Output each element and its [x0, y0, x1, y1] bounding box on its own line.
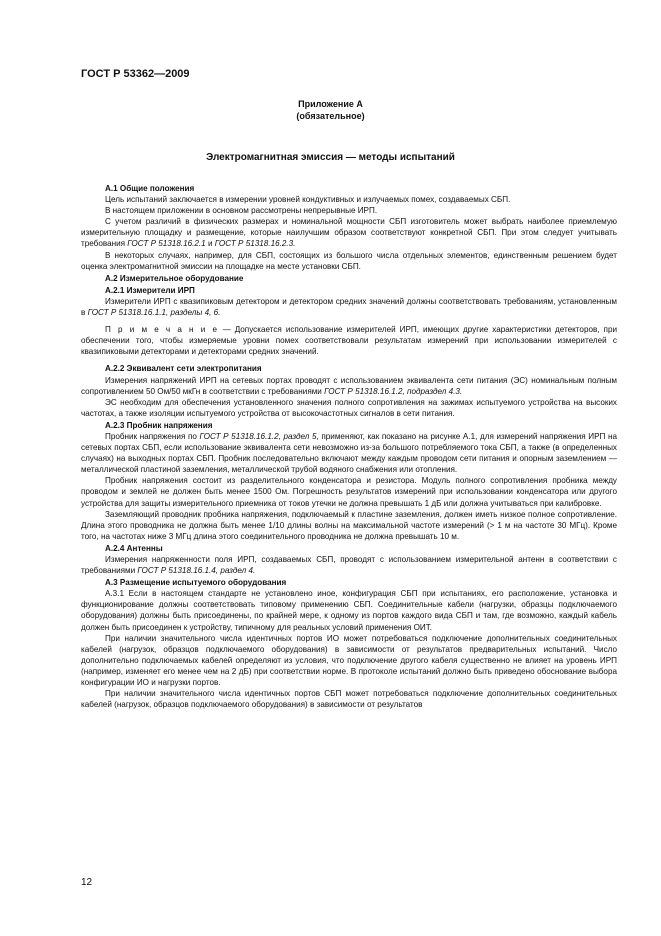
- note-text: — Допускается использование измерителей ИРП, имеющих другие характеристики детекторов, при обеспечении того, чтобы измеряемые уровни помех соответствовали результатам измерений при использовании измерителей с квазипиковыми детекторами и детекторами средних значений.: [81, 325, 618, 357]
- section-a3-heading: А.3 Размещение испытуемого оборудования: [105, 578, 287, 588]
- paragraph: Заземляющий проводник пробника напряжения, подключаемый к пластине заземления, должен иметь низкое полное сопротивление. Длина этого проводника не должна быть менее 1/10 длины волны на максимальной частоте измерений (> 1 м на частоте 30 МГц). Кроме того, на частотах ниже 3 МГц длина этого соединительного проводника не должна превышать 10 м.: [81, 509, 617, 541]
- page-number: 12: [81, 877, 93, 888]
- paragraph: [81, 431, 617, 475]
- paragraph: При наличии значительного числа идентичных портов ИО может потребоваться подключение дополнительных соединительных кабелей (нагрузок, образцов подключаемого оборудования) в зависимости от результатов предварительных испытаний. Число дополнительно подключаемых кабелей определяют из условия, что подключение другого кабеля существенно не влияет на уровень ИРП (например, изменяет его менее чем на 2 дБ) при соответствии норме. В протоколе испытаний должно быть приведено обоснование выбора конфигурации ИО и нагрузки портов.: [81, 633, 617, 688]
- standard-reference: ГОСТ Р 51318.16.1.1, разделы 4, 6.: [87, 308, 221, 318]
- section-a21-heading: А.2.1 Измерители ИРП: [105, 285, 195, 295]
- paragraph: В некоторых случаях, например, для СБП, состоящих из большого числа отдельных элементов, единственным решением будет оценка электромагнитной эмиссии на площадке на месте установки СБП.: [81, 250, 617, 271]
- section-a2-heading: А.2 Измерительное оборудование: [105, 273, 244, 283]
- standard-reference: ГОСТ Р 51318.16.1.4, раздел 4.: [137, 566, 256, 576]
- standard-reference: ГОСТ Р 51318.16.2.3.: [214, 239, 296, 249]
- paragraph: [81, 375, 617, 397]
- document-header: ГОСТ Р 53362—2009: [81, 68, 190, 80]
- annex-heading: [0, 98, 661, 122]
- section-a1-heading: А.1 Общие положения: [105, 184, 195, 193]
- paragraph: В настоящем приложении в основном рассмотрены непрерывные ИРП.: [105, 206, 378, 216]
- standard-reference: ГОСТ Р 51318.16.1.2, подраздел 4.3.: [324, 386, 463, 396]
- section-a22-heading: А.2.2 Эквивалент сети электропитания: [105, 364, 262, 374]
- main-title: Электромагнитная эмиссия — методы испытаний: [206, 152, 455, 163]
- standard-reference: ГОСТ Р 51318.16.1.2, раздел 5: [199, 431, 317, 441]
- section-a24-heading: А.2.4 Антенны: [105, 543, 163, 553]
- paragraph-text: Измерения напряжений ИРП на сетевых портах проводят с использованием эквивалента сети питания (ЭС) номинальным полным сопротивлением 50 Ом/50 мкГн в соответствии с требованиями: [81, 375, 617, 396]
- annex-status: (обязательное): [296, 111, 365, 121]
- paragraph: ЭС необходим для обеспечения установленного значения полного сопротивления на зажимах испытуемого устройства на высоких частотах, а также изоляции испытуемого устройства от высокочастотных сигналов в сети питания.: [81, 397, 617, 418]
- paragraph: [81, 554, 617, 576]
- paragraph: [81, 216, 617, 249]
- section-a23-heading: А.2.3 Пробник напряжения: [105, 420, 213, 430]
- paragraph: При наличии значительного числа идентичных портов СБП может потребоваться подключение дополнительных соединительных кабелей (нагрузок, образцов подключаемого оборудования) в зависимости от результатов: [81, 689, 617, 710]
- paragraph-text: и: [205, 239, 215, 249]
- note-label: П р и м е ч а н и е: [105, 325, 219, 335]
- paragraph-text: Измерения напряженности поля ИРП, создаваемых СБП, проводят с использованием измерительной антенн в соответствии с требованиями: [81, 555, 617, 576]
- standard-reference: ГОСТ Р 51318.16.2.1: [127, 239, 206, 249]
- paragraph-text: Пробник напряжения по: [105, 431, 200, 441]
- document-body: [81, 182, 617, 710]
- paragraph: Пробник напряжения состоит из разделительного конденсатора и резистора. Модуль полного сопротивления пробника между проводом и землей не должен быть менее 1500 Ом. Погрешность результатов измерений при использовании конденсатора или другого устройства для защиты измерительного приемника от токов утечки не должна превышать 1 дБ или должна учитываться при калибровке.: [81, 476, 617, 508]
- paragraph-text: С учетом различий в физических размерах и номинальной мощности СБП изготовитель может выбрать наиболее приемлемую измерительную площадку и размещение, которые наилучшим образом соответствуют конкретной СБП. При этом следует учитывать требования: [81, 217, 617, 249]
- paragraph: А.3.1 Если в настоящем стандарте не установлено иное, конфигурация СБП при испытаниях, его расположение, установка и функционирование должны соответствовать типовому применению СБП. Соединительные кабели (нагрузки, образцы подключаемого оборудования) должны быть присоединены, по крайней мере, к одному из портов каждого вида СБП и там, где возможно, каждый кабель должен быть присоединен к устройству, типичному для реальных условий применения ОИТ.: [81, 589, 617, 632]
- paragraph-text: , применяют, как показано на рисунке А.1, для измерений напряжения ИРП на сетевых портах СБП, если использование эквивалента сети невозможно из-за большого потребляемого тока СБП, а также (в определенных случаях) на выходных портах СБП. Пробник последовательно включают между каждым проводом сети питания и опорным заземлением — металлической пластиной заземления, металлической трубой водяного снабжения или отопления.: [81, 431, 618, 475]
- note: [81, 324, 617, 357]
- annex-title: Приложение А: [298, 99, 363, 109]
- paragraph: Цель испытаний заключается в измерении уровней кондуктивных и излучаемых помех, создаваемых СБП.: [105, 195, 511, 205]
- paragraph: [81, 296, 617, 318]
- paragraph-text: Измерители ИРП с квазипиковым детектором и детектором средних значений должны соответствовать требованиям, установленным в: [81, 296, 617, 318]
